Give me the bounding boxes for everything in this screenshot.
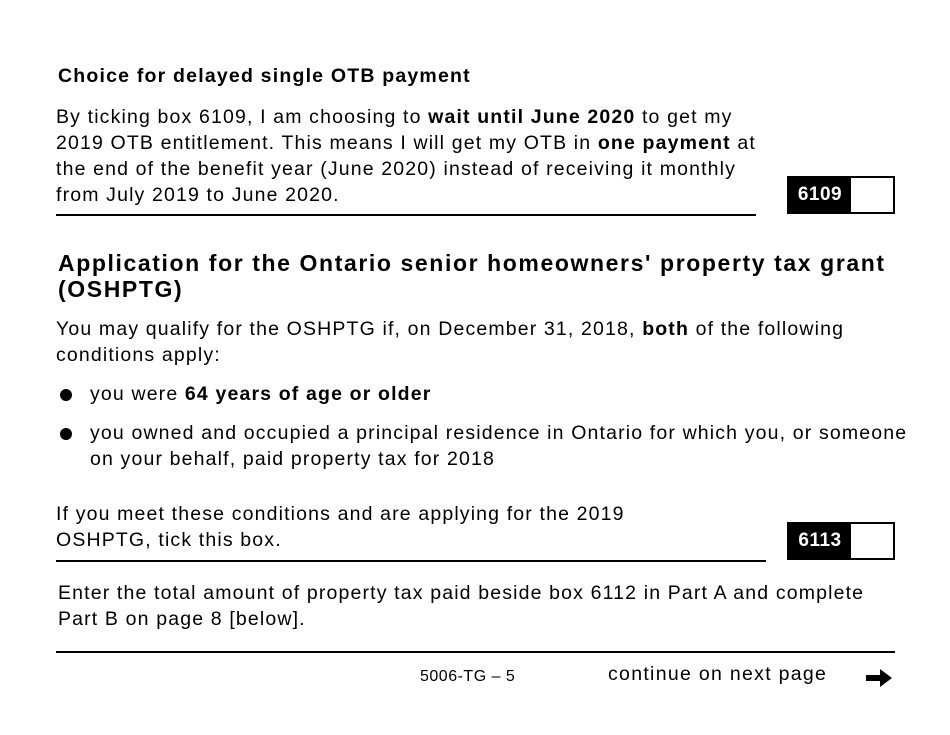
- otb-text-3: at the end of the benefit year (June 2020) instead of receiving it monthly from July 2019 to June 2020.: [56, 132, 756, 206]
- bullet1-text: you were: [90, 383, 185, 405]
- otb-bold-1: wait until June 2020: [428, 106, 636, 128]
- box-6113-checkbox[interactable]: [851, 524, 893, 558]
- oshptg-intro-bold: both: [642, 318, 690, 340]
- box-6113-label: 6113: [789, 524, 851, 558]
- oshptg-part-instruction: Enter the total amount of property tax paid beside box 6112 in Part A and complete Part B on page 8 [below].: [58, 582, 865, 630]
- otb-paragraph: [56, 104, 776, 208]
- bullet1-bold: 64 years of age or older: [184, 383, 432, 405]
- bullet-dot-icon: [60, 389, 72, 401]
- oshptg-intro-text-2: of the following conditions apply:: [56, 318, 845, 366]
- list-item: [60, 420, 920, 472]
- list-item: [60, 381, 920, 407]
- oshptg-heading: Application for the Ontario senior homeowners' property tax grant (OSHPTG): [58, 250, 886, 302]
- otb-text-2: to get my 2019 OTB entitlement. This means I will get my OTB in: [56, 106, 733, 154]
- box-6109-checkbox[interactable]: [851, 178, 893, 212]
- box-6109[interactable]: [787, 176, 895, 214]
- right-arrow-icon: [864, 666, 894, 690]
- bullet-dot-icon: [60, 428, 72, 440]
- box-6113[interactable]: [787, 522, 895, 560]
- box-6109-label: 6109: [789, 178, 851, 212]
- continue-next-page-text: continue on next page: [608, 663, 828, 685]
- oshptg-divider: [56, 560, 766, 562]
- oshptg-intro-text-1: You may qualify for the OSHPTG if, on December 31, 2018,: [56, 318, 643, 340]
- footer-divider: [56, 651, 895, 653]
- oshptg-tick-instruction: If you meet these conditions and are applying for the 2019 OSHPTG, tick this box.: [56, 503, 625, 551]
- otb-text-1: By ticking box 6109, I am choosing to: [56, 106, 429, 128]
- otb-divider: [56, 214, 756, 216]
- page-number: 5006-TG – 5: [420, 668, 516, 685]
- list-item-text: you owned and occupied a principal residence in Ontario for which you, or someone on your behalf, paid property tax for 2018: [90, 422, 908, 470]
- otb-bold-2: one payment: [597, 132, 731, 154]
- list-item-text: [90, 381, 920, 407]
- oshptg-intro: [56, 316, 906, 368]
- otb-heading: Choice for delayed single OTB payment: [58, 65, 471, 87]
